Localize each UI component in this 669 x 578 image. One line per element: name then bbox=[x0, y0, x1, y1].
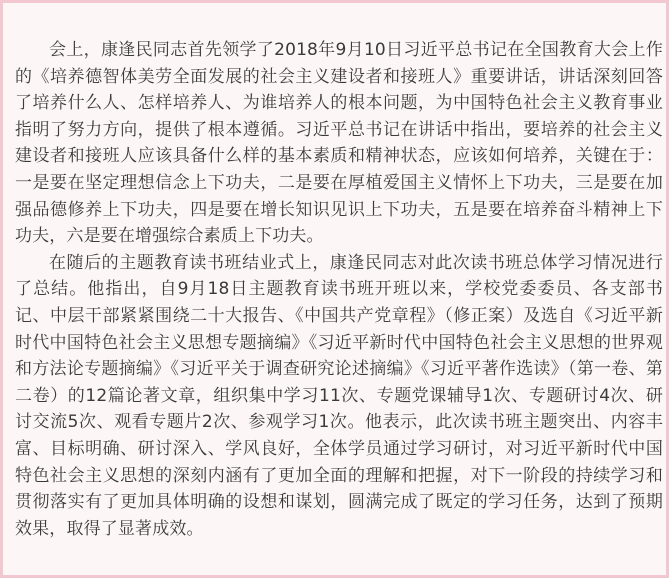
article-paragraph-1: 会上，康逢民同志首先领学了2018年9月10日习近平总书记在全国教育大会上作的《培养德智体美劳全面发展的社会主义建设者和接班人》重要讲话，讲话深刻回答了培养什么人、怎样培养人、为谁培养人的根本问题，为中国特色社会主义教育事业指明了努力方向，提供了根本遵循。习近平总书记在讲话中指出，要培养的社会主义建设者和接班人应该具备什么样的基本素质和精神状态，应该如何培养，关键在于：一是要在坚定理想信念上下功夫，二是要在厚植爱国主义情怀上下功夫，三是要在加强品德修养上下功夫，四是要在增长知识见识上下功夫，五是要在培养奋斗精神上下功夫，六是要在增强综合素质上下功夫。 bbox=[15, 40, 663, 247]
article-body bbox=[15, 37, 663, 542]
article-paragraph-2: 在随后的主题教育读书班结业式上，康逢民同志对此次读书班总体学习情况进行了总结。他指出，自9月18日主题教育读书班开班以来，学校党委委员、各支部书记、中层干部紧紧围绕二十大报告、《中国共产党章程》（修正案）及选自《习近平新时代中国特色社会主义思想专题摘编》《习近平新时代中国特色社会主义思想的世界观和方法论专题摘编》《习近平关于调查研究论述摘编》《习近平著作选读》（第一卷、第二卷）的12篇论著文章，组织集中学习11次、专题党课辅导1次、专题研讨4次、研讨交流5次、观看专题片2次、参观学习1次。他表示，此次读书班主题突出、内容丰富、目标明确、研讨深入、学风良好，全体学员通过学习研讨，对习近平新时代中国特色社会主义思想的深刻内涵有了更加全面的理解和把握，对下一阶段的持续学习和贯彻落实有了更加具体明确的设想和谋划，圆满完成了既定的学习任务，达到了预期效果，取得了显著成效。 bbox=[15, 252, 663, 539]
